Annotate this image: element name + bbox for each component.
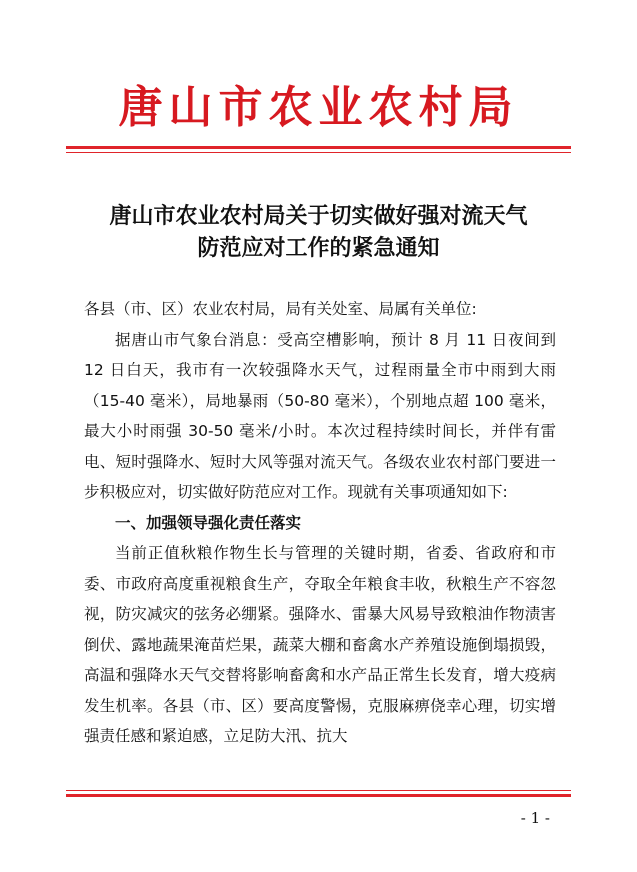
masthead-title: 唐山市农业农村局: [118, 82, 519, 133]
document-title-line2: 防范应对工作的紧急通知: [197, 235, 440, 261]
document-body: [84, 294, 556, 752]
document-title-line1: 唐山市农业农村局关于切实做好强对流天气: [109, 203, 528, 229]
masthead-rule-thick: [66, 146, 571, 149]
masthead-rule-thin: [66, 152, 571, 153]
footer-rule-thin: [66, 790, 571, 791]
page-number: - 1 -: [520, 809, 550, 827]
paragraph-responsibility: 当前正值秋粮作物生长与管理的关键时期，省委、省政府和市委、市政府高度重视粮食生产，夺取全年粮食丰收，秋粮生产不容忽视，防灾减灾的弦务必绷紧。强降水、雷暴大风易导致粮油作物渍害倒伏、露地蔬果淹苗烂果，蔬菜大棚和畜禽水产养殖设施倒塌损毁，高温和强降水天气交替将影响畜禽和水产品正常生长发育，增大疫病发生机率。各县（市、区）要高度警惕，克服麻痹侥幸心理，切实增强责任感和紧迫感，立足防大汛、抗大: [84, 544, 556, 745]
footer-rule-thick: [66, 794, 571, 797]
paragraph-weather-notice: 据唐山市气象台消息：受高空槽影响，预计 8 月 11 日夜间到 12 日白天，我市有一次较强降水天气，过程雨量全市中雨到大雨（15-40 毫米），局地暴雨（50-80 毫米），个别地点超 100 毫米，最大小时雨强 30-50 毫米/小时。本次过程持续时间长，并伴有雷电、短时强降水、短时大风等强对流天气。各级农业农村部门要进一步积极应对，切实做好防范应对工作。现就有关事项通知如下:: [84, 330, 556, 501]
addressee: 各县（市、区）农业农村局，局有关处室、局属有关单位:: [84, 300, 477, 318]
section-heading-1: 一、加强领导强化责任落实: [115, 513, 302, 532]
